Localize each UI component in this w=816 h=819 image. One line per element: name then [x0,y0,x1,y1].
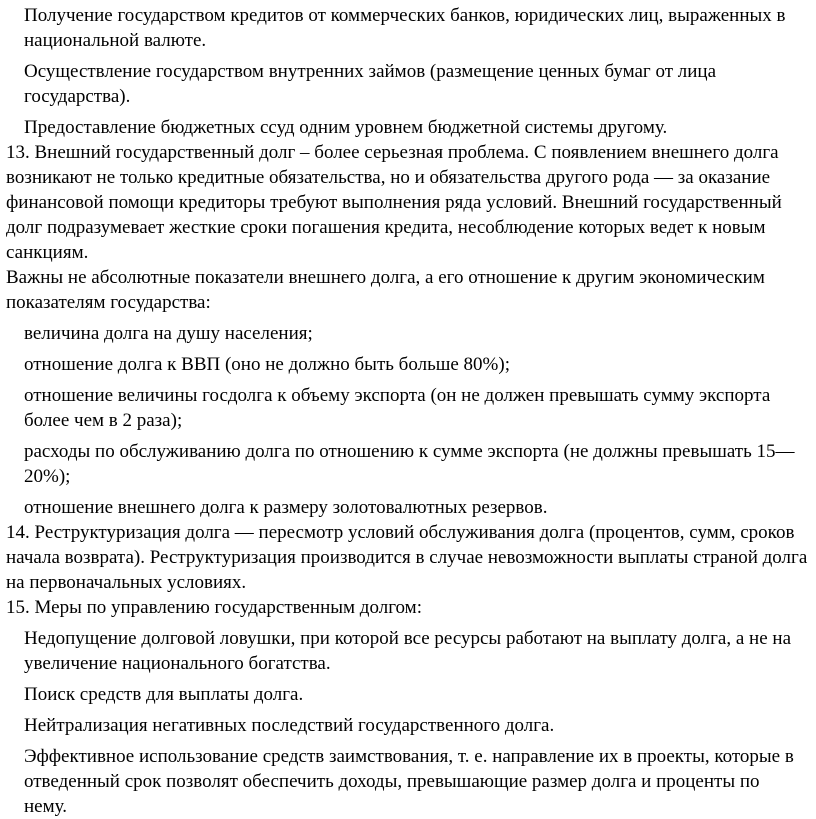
paragraph-item-15: 15. Меры по управлению государственным долгом: [6,597,422,618]
list-item: Нейтрализация негативных последствий государственного долга. [24,715,555,736]
list-item: Эффективное использование средств заимствования, т. е. направление их в проекты, которые в отведенный срок позволят обеспечить доходы, превышающие размер долга и проценты по нему. [24,746,794,817]
paragraph-item-13: 13. Внешний государственный долг – более серьезная проблема. С появлением внешнего долга возникают не только кредитные обязательства, но и обязательства другого рода — за оказание финансовой помощи кредиторы требуют выполнения ряда условий. Внешний государственный долг подразумевает жесткие сроки погашения кредита, несоблюдение которых ведет к новым санкциям. [6,142,782,263]
list-item: Недопущение долговой ловушки, при которой все ресурсы работают на выплату долга, а не на увеличение национального богатства. [24,628,792,674]
list-item: Осуществление государством внутренних займов (размещение ценных бумаг от лица государства). [24,61,717,107]
list-item: величина долга на душу населения; [24,323,313,344]
paragraph-item-13-continued: Важны не абсолютные показатели внешнего долга, а его отношение к другим экономическим показателям государства: [6,267,765,313]
list-item: расходы по обслуживанию долга по отношению к сумме экспорта (не должны превышать 15—20%); [24,441,795,487]
list-item: Предоставление бюджетных ссуд одним уровнем бюджетной системы другому. [24,117,668,138]
paragraph-item-14: 14. Реструктуризация долга — пересмотр условий обслуживания долга (процентов, сумм, сроков начала возврата). Реструктуризация производится в случае невозможности выплаты страной долга на первоначальных условиях. [6,522,808,593]
list-item: Поиск средств для выплаты долга. [24,684,304,705]
list-item: отношение внешнего долга к размеру золотовалютных резервов. [24,497,548,518]
list-item: Получение государством кредитов от коммерческих банков, юридических лиц, выраженных в национальной валюте. [24,5,786,51]
list-item: отношение величины госдолга к объему экспорта (он не должен превышать сумму экспорта более чем в 2 раза); [24,385,771,431]
list-item: отношение долга к ВВП (оно не должно быть больше 80%); [24,354,510,375]
